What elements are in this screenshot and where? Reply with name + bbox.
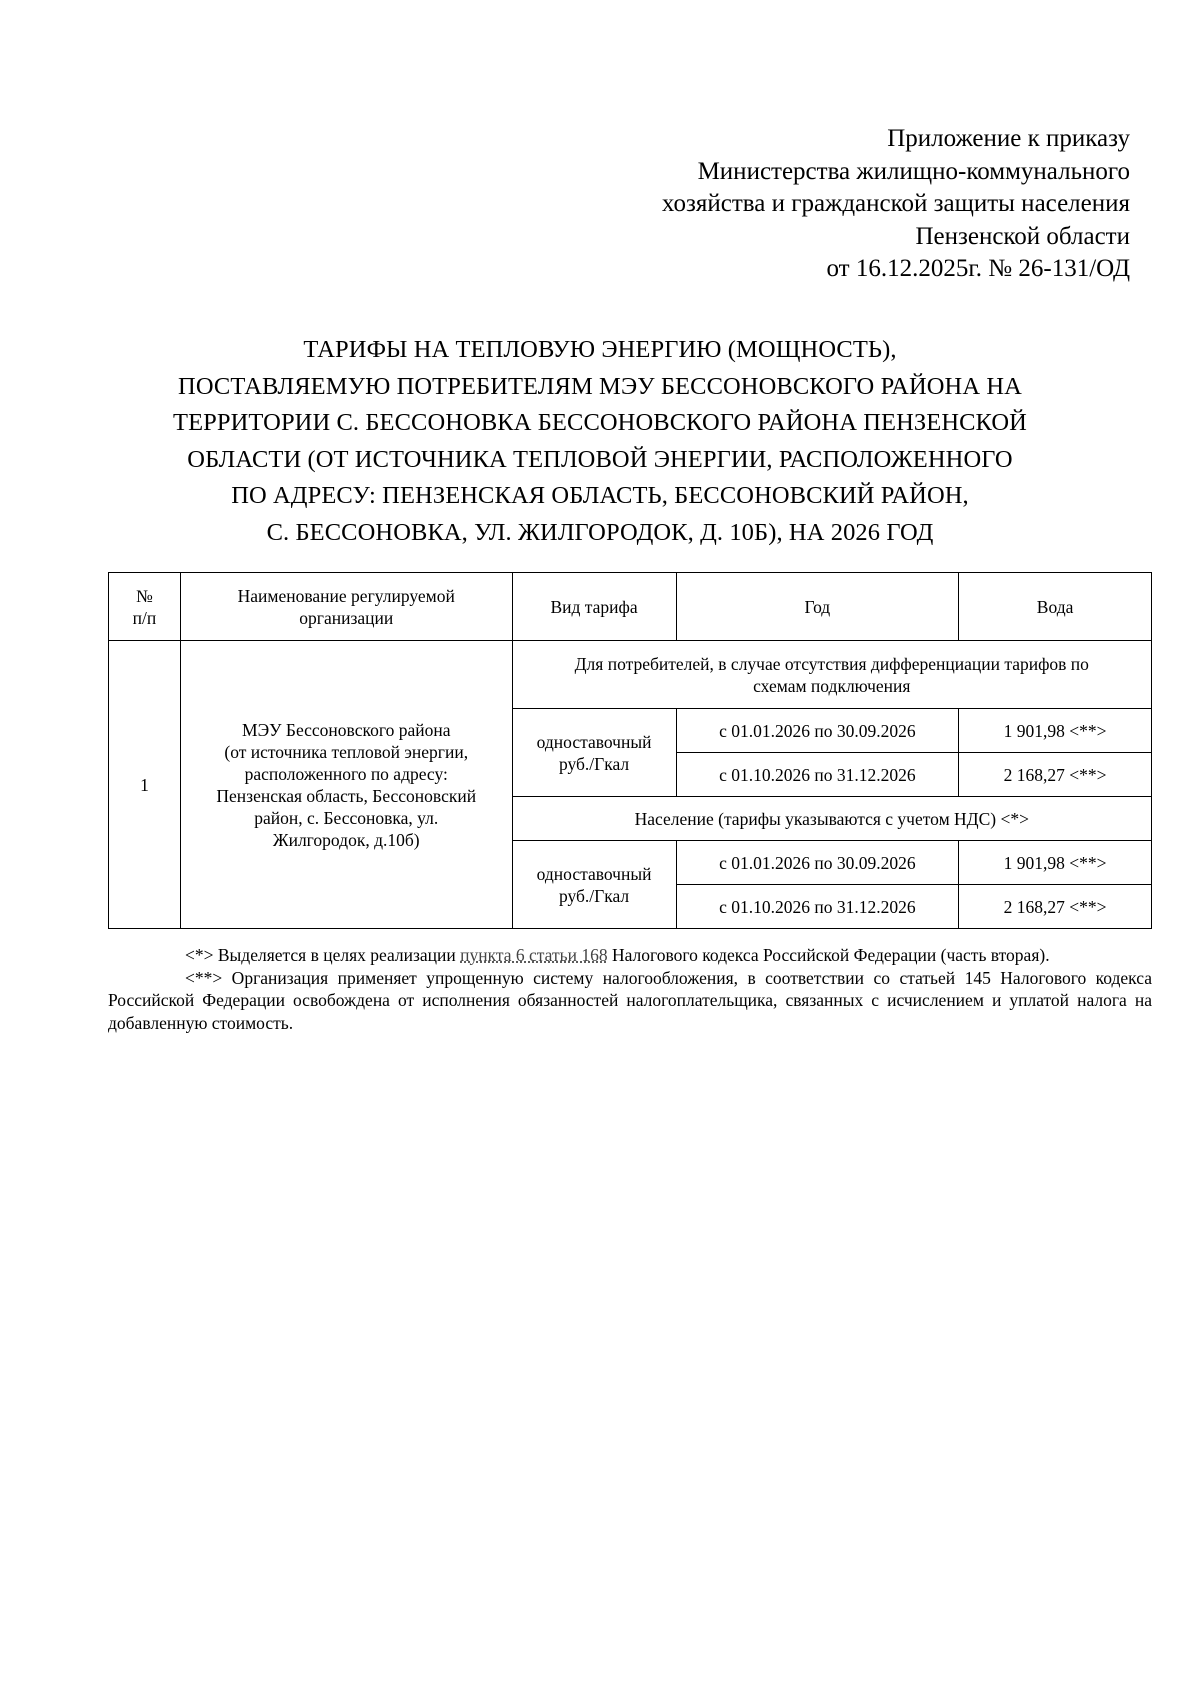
value-cell: 2 168,27 <**> bbox=[959, 753, 1152, 797]
appendix-header bbox=[662, 123, 1130, 286]
footnote-1: <*> Выделяется в целях реализации пункта 6 статьи 168 Налогового кодекса Российской Федерации (часть вторая). bbox=[185, 945, 1050, 965]
title-line: ПОСТАВЛЯЕМУЮ ПОТРЕБИТЕЛЯМ МЭУ БЕССОНОВСКОГО РАЙОНА НА bbox=[178, 372, 1022, 400]
period-cell: с 01.01.2026 по 30.09.2026 bbox=[676, 709, 959, 753]
tax-code-article-link[interactable]: пункта 6 статьи 168 bbox=[460, 945, 608, 965]
appendix-line: Министерства жилищно-коммунального bbox=[697, 157, 1130, 185]
appendix-line: Пензенской области bbox=[915, 222, 1130, 250]
table-header-row bbox=[109, 573, 1152, 641]
header-water: Вода bbox=[959, 573, 1152, 641]
organization-cell: МЭУ Бессоновского района (от источника тепловой энергии, расположенного по адресу: Пензенская область, Бессоновский район, с. Бессоновка, ул. Жилгородок, д.10б) bbox=[180, 641, 512, 929]
appendix-line: Приложение к приказу bbox=[887, 125, 1130, 152]
table-row bbox=[109, 641, 1152, 709]
period-cell: с 01.10.2026 по 31.12.2026 bbox=[676, 753, 959, 797]
header-number: № п/п bbox=[109, 573, 181, 641]
value-cell: 1 901,98 <**> bbox=[959, 709, 1152, 753]
appendix-line: хозяйства и гражданской защиты населения bbox=[661, 190, 1130, 217]
tariff-type-cell: одноставочный руб./Гкал bbox=[512, 841, 676, 929]
header-year: Год bbox=[676, 573, 959, 641]
footnote-2: <**> Организация применяет упрощенную систему налогообложения, в соответствии со статьей 145 Налогового кодекса Российской Федерации освобождена от исполнения обязанностей налогоплательщика, связанных с исчислением и уплатой налога на добавленную стоимость. bbox=[108, 967, 1152, 1033]
period-cell: с 01.01.2026 по 30.09.2026 bbox=[676, 841, 959, 885]
value-cell: 1 901,98 <**> bbox=[959, 841, 1152, 885]
value-cell: 2 168,27 <**> bbox=[959, 885, 1152, 929]
title-line: С. БЕССОНОВКА, УЛ. ЖИЛГОРОДОК, Д. 10Б), НА 2026 ГОД bbox=[266, 518, 934, 546]
tariff-table bbox=[108, 572, 1152, 929]
tariff-type-cell: одноставочный руб./Гкал bbox=[512, 709, 676, 797]
appendix-date-line: от 16.12.2025г. № 26-131/ОД bbox=[826, 255, 1130, 282]
document-title bbox=[95, 332, 1105, 551]
row-number: 1 bbox=[109, 641, 181, 929]
period-cell: с 01.10.2026 по 31.12.2026 bbox=[676, 885, 959, 929]
title-line: ТАРИФЫ НА ТЕПЛОВУЮ ЭНЕРГИЮ (МОЩНОСТЬ), bbox=[303, 336, 897, 363]
title-line: ОБЛАСТИ (ОТ ИСТОЧНИКА ТЕПЛОВОЙ ЭНЕРГИИ, РАСПОЛОЖЕННОГО bbox=[187, 445, 1013, 473]
header-organization: Наименование регулируемой организации bbox=[180, 573, 512, 641]
footnotes bbox=[108, 944, 1152, 1034]
section-label-consumers: Для потребителей, в случае отсутствия дифференциации тарифов по схемам подключения bbox=[512, 641, 1151, 709]
header-tariff-type: Вид тарифа bbox=[512, 573, 676, 641]
section-label-population: Население (тарифы указываются с учетом НДС) <*> bbox=[512, 797, 1151, 841]
title-line: ТЕРРИТОРИИ С. БЕССОНОВКА БЕССОНОВСКОГО РАЙОНА ПЕНЗЕНСКОЙ bbox=[173, 409, 1027, 436]
title-line: ПО АДРЕСУ: ПЕНЗЕНСКАЯ ОБЛАСТЬ, БЕССОНОВСКИЙ РАЙОН, bbox=[231, 482, 969, 509]
